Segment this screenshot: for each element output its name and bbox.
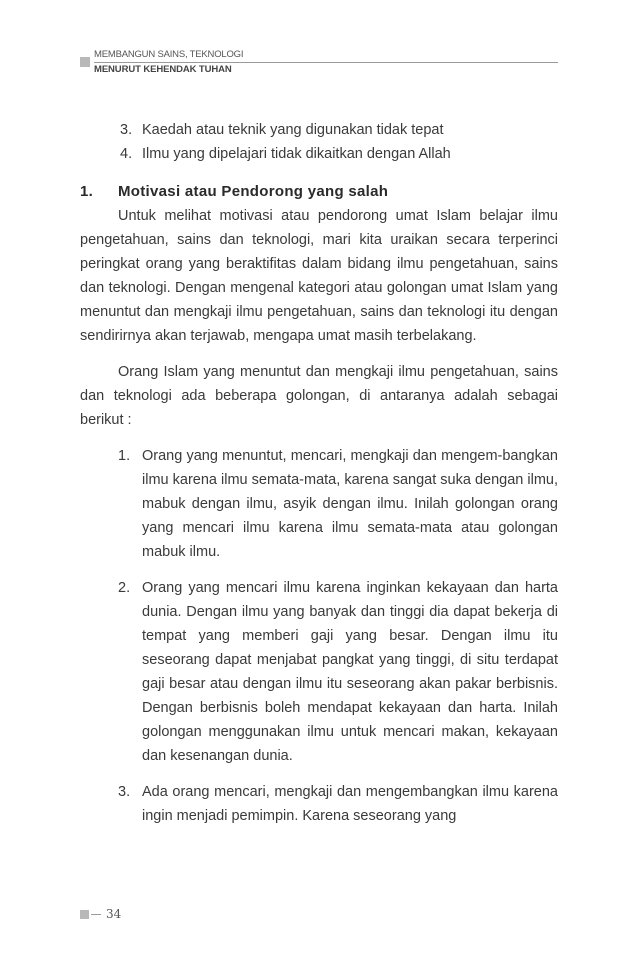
footer-dash (91, 914, 101, 915)
numbered-list (80, 444, 558, 828)
header-square-marker (80, 57, 90, 67)
running-header-top: MEMBANGUN SAINS, TEKNOLOGI (94, 49, 244, 60)
section-number: 1. (80, 183, 94, 200)
list-item-text: Orang yang menuntut, mencari, mengkaji dan mengem-bangkan ilmu karena ilmu semata-mata, karena sangat suka dengan ilmu, mabuk dengan ilmu, asyik dengan ilmu. Inilah golongan orang yang mencari ilmu karena ilmu semata-mata atau golongan mabuk ilmu. (142, 448, 558, 560)
list-item-number: 2. (118, 580, 131, 596)
list-item-number: 3. (120, 122, 133, 138)
list-item (120, 142, 558, 166)
section-title: Motivasi atau Pendorong yang salah (118, 183, 389, 200)
list-item-text: Kaedah atau teknik yang digunakan tidak tepat (142, 122, 444, 138)
body-paragraph: Untuk melihat motivasi atau pendorong umat Islam belajar ilmu pengetahuan, sains dan teknologi, mari kita uraikan secara terperinci peringkat orang yang beraktifitas dalam bidang ilmu pengetahuan, sains dan teknologi. Dengan mengenal kategori atau golongan umat Islam yang menuntut dan mengkaji ilmu pengetahuan, sains dan teknologi itu dengan sendirirnya akan terjawab, mengapa umat masih terbelakang. (80, 208, 558, 344)
list-item (118, 444, 558, 564)
list-item (118, 780, 558, 828)
list-item (120, 118, 558, 142)
section-heading (80, 180, 558, 204)
list-item-number: 3. (118, 784, 131, 800)
footer-square-marker (80, 910, 89, 919)
body-paragraph: Orang Islam yang menuntut dan mengkaji ilmu pengetahuan, sains dan teknologi ada beberapa golongan, di antaranya adalah sebagai berikut : (80, 364, 558, 428)
list-item-text: Ilmu yang dipelajari tidak dikaitkan dengan Allah (142, 146, 451, 162)
page-body (80, 118, 558, 840)
list-item-number: 1. (118, 448, 131, 464)
list-item (118, 576, 558, 768)
header-rule (94, 62, 558, 63)
running-header-bottom: MENURUT KEHENDAK TUHAN (94, 64, 232, 75)
list-item-text: Ada orang mencari, mengkaji dan mengembangkan ilmu karena ingin menjadi pemimpin. Karena seseorang yang (142, 784, 558, 824)
list-item-text: Orang yang mencari ilmu karena inginkan kekayaan dan harta dunia. Dengan ilmu yang banyak dan tinggi dia dapat bekerja di tempat yang memberi gaji yang besar. Dengan ilmu itu seseorang dapat menjabat pangkat yang tinggi, di situ terdapat gaji besar atau dengan ilmu itu seseorang akan pakar berbisnis. Dengan berbisnis boleh mendapat kekayaan dan harta. Inilah golongan menggunakan ilmu untuk mencari makan, kekayaan dan kesenangan dunia. (142, 580, 558, 764)
page-number: 34 (106, 907, 122, 921)
list-item-number: 4. (120, 146, 133, 162)
